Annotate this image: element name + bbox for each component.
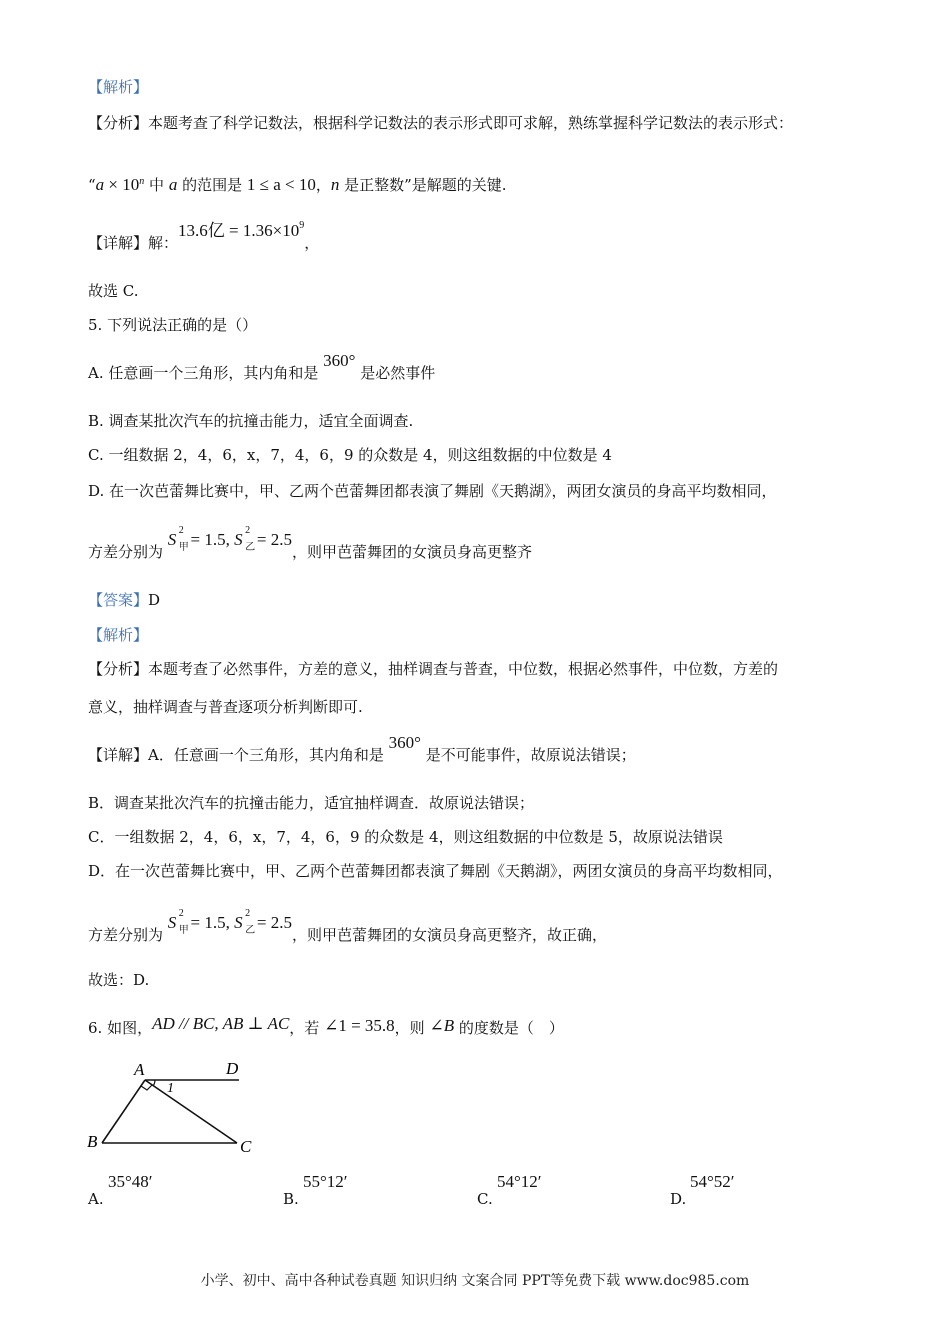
jiexi-heading: 【解析】 (88, 78, 149, 96)
answer-line (88, 590, 160, 610)
s-sub-jia-2: 甲 (178, 925, 189, 936)
variance-eq1: = 1.5, (186, 530, 235, 549)
q6-option-c-value: 54°12′ (497, 1172, 542, 1191)
s-sup: 2 (178, 525, 184, 536)
q5-stem: 5. 下列说法正确的是（） (88, 316, 258, 334)
open-quote: “ (88, 176, 96, 194)
q5-option-c: C. 一组数据 2，4，6，x，7，4，6，9 的众数是 4，则这组数据的中位数是 4 (88, 446, 612, 464)
label-d: D (226, 1059, 239, 1078)
detail-formula: 13.6亿 = 1.36×10 (178, 221, 300, 240)
q6-stem-mid: ，若 (289, 1019, 325, 1037)
q5-detail-tag: 【详解】 (88, 746, 149, 764)
q5-option-a (88, 351, 436, 383)
s-sup-2: 2 (245, 525, 251, 536)
formula-n: n (330, 175, 340, 194)
q6-option-d-value: 54°52′ (690, 1172, 735, 1191)
detail-post: ， (304, 234, 320, 252)
q5-option-d-line2 (88, 525, 532, 562)
page-footer: 小学、初中、高中各种试卷真题 知识归纳 文案合同 PPT等免费下载 www.doc985.com (200, 1273, 750, 1289)
q5-option-b: B. 调查某批次汽车的抗撞击能力，适宜全面调查. (88, 412, 414, 430)
variance-pre-2: 方差分别为 (88, 926, 164, 944)
variance-pre: 方差分别为 (88, 543, 164, 561)
variance-s-yi-2 (234, 908, 256, 936)
detail-a-post: 是不可能事件，故原说法错误； (420, 746, 636, 764)
q5-jiexi-heading: 【解析】 (88, 626, 149, 644)
q6-option-a-label: A. (88, 1190, 104, 1208)
q5-analysis-tag: 【分析】 (88, 660, 149, 678)
variance-s-jia (167, 525, 189, 553)
q6-option-d-label: D. (670, 1190, 687, 1208)
q6-formula-1: AD // BC, AB ⊥ AC (152, 1014, 290, 1033)
detail-a-pre: A．任意画一个三角形，其内角和是 (148, 746, 389, 764)
variance-s-yi (234, 525, 256, 553)
detail-exp: 9 (299, 220, 305, 231)
q5-detail-d-line1: D．在一次芭蕾舞比赛中，甲、乙两个芭蕾舞团都表演了舞剧《天鹅湖》，两团女演员的身高平均数相同， (88, 862, 783, 880)
s-sub-jia: 甲 (178, 542, 189, 553)
q6-formula-3: ∠B (429, 1016, 455, 1035)
q5-option-d-line1: D. 在一次芭蕾舞比赛中，甲、乙两个芭蕾舞团都表演了舞剧《天鹅湖》，两团女演员的身高平均数相同， (88, 482, 777, 500)
s-sub-yi: 乙 (245, 542, 256, 553)
opt-a-value: 360° (323, 351, 356, 370)
sci-notation-line (88, 172, 507, 195)
formula-range: 1 ≤ a < 10 (246, 175, 316, 194)
right-angle-mark (141, 1085, 152, 1090)
q5-detail-a (88, 733, 636, 765)
formula-exp-n: n (139, 176, 145, 187)
s-letter: S (167, 530, 177, 549)
variance-eq1-2: = 1.5, (186, 913, 235, 932)
line-ac (145, 1080, 237, 1143)
q6-option-b-label: B. (283, 1190, 299, 1208)
answer-tag: 【答案】 (88, 591, 149, 609)
label-b: B (87, 1132, 98, 1151)
q6-option-a-value: 35°48′ (108, 1172, 153, 1191)
detail-pre: 解： (148, 234, 179, 252)
q6-stem (88, 1014, 564, 1038)
formula-times10: × 10 (104, 175, 140, 194)
q5-analysis-1 (88, 659, 778, 679)
opt-a-post: 是必然事件 (355, 364, 436, 382)
variance-post-2: ，则甲芭蕾舞团的女演员身高更整齐，故正确， (291, 926, 607, 944)
q5-choose: 故选：D. (88, 971, 150, 989)
detail-line (88, 220, 320, 253)
q5-analysis-2: 意义，抽样调查与普查逐项分析判断即可. (88, 698, 363, 716)
variance-eq2-2: = 2.5 (252, 913, 292, 932)
comma: ， (315, 176, 331, 194)
text-integer: 是正整数”是解题的关键. (339, 176, 507, 194)
q5-detail-c: C．一组数据 2，4，6，x，7，4，6，9 的众数是 4，则这组数据的中位数是 5，故原说法错误 (88, 828, 723, 846)
s-letter-4: S (234, 913, 243, 932)
variance-eq2: = 2.5 (252, 530, 292, 549)
q5-detail-b: B．调查某批次汽车的抗撞击能力，适宜抽样调查．故原说法错误； (88, 794, 535, 812)
label-c: C (240, 1137, 252, 1156)
q6-figure (82, 1058, 262, 1158)
s-letter-2: S (234, 530, 243, 549)
s-sup-3: 2 (178, 908, 184, 919)
analysis-paragraph (88, 113, 793, 133)
s-sup-4: 2 (245, 908, 251, 919)
text-range: 的范围是 (177, 176, 247, 194)
q5-detail-d-line2 (88, 908, 607, 945)
s-sub-yi-2: 乙 (245, 925, 256, 936)
q6-stem-mid2: ，则 (394, 1019, 430, 1037)
text-zhong: 中 (144, 176, 169, 194)
detail-tag: 【详解】 (88, 234, 149, 252)
formula-a-2: a (168, 175, 178, 194)
answer-value: D (148, 591, 161, 609)
q5-analysis-text-1: 本题考查了必然事件，方差的意义，抽样调查与普查，中位数，根据必然事件，中位数，方差的 (148, 660, 779, 678)
label-a: A (134, 1060, 145, 1079)
analysis-text: 本题考查了科学记数法，根据科学记数法的表示形式即可求解，熟练掌握科学记数法的表示形式： (148, 114, 794, 132)
angle-1-arc (153, 1080, 155, 1086)
choose-c: 故选 C. (88, 282, 139, 300)
formula-a: a (95, 175, 105, 194)
q6-option-c-label: C. (477, 1190, 493, 1208)
detail-a-value: 360° (388, 733, 421, 752)
opt-a-pre: A. 任意画一个三角形，其内角和是 (88, 364, 324, 382)
q6-stem-post: 的度数是（ ） (454, 1019, 564, 1037)
q6-stem-pre: 6. 如图， (88, 1019, 153, 1037)
q6-formula-2: ∠1 = 35.8 (324, 1016, 395, 1035)
label-1: 1 (167, 1081, 174, 1096)
analysis-tag: 【分析】 (88, 114, 149, 132)
s-letter-3: S (167, 913, 177, 932)
q6-option-b-value: 55°12′ (303, 1172, 348, 1191)
variance-post: ，则甲芭蕾舞团的女演员身高更整齐 (291, 543, 532, 561)
variance-s-jia-2 (167, 908, 189, 936)
line-ab (102, 1080, 145, 1143)
